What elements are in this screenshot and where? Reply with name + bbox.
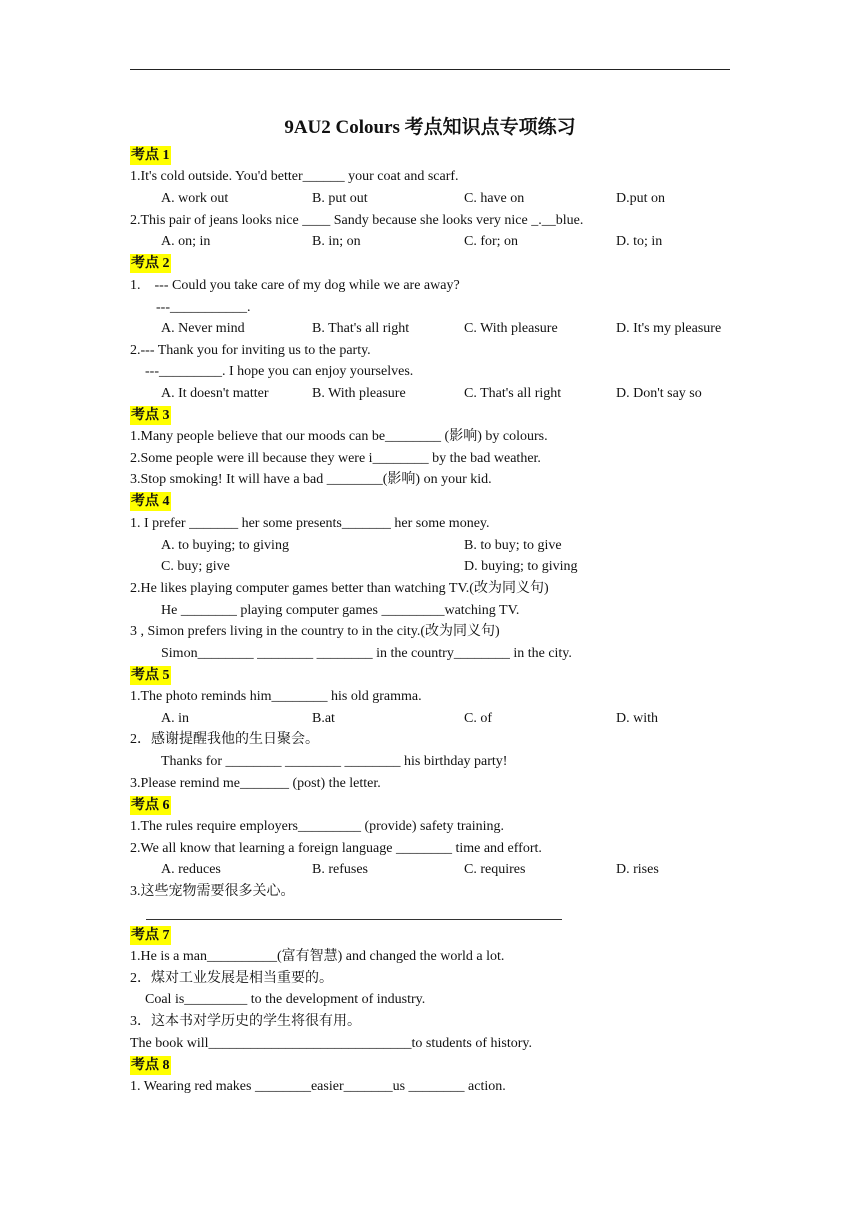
option: A. It doesn't matter	[161, 386, 269, 401]
option: C. buy; give	[161, 559, 230, 574]
option: C. of	[464, 711, 492, 726]
question-text: 2.--- Thank you for inviting us to the party.	[130, 343, 371, 358]
section-heading-1: 考点 1	[131, 148, 170, 163]
option: A. in	[161, 711, 189, 726]
question-text: 3.Stop smoking! It will have a bad ________(影响) on your kid.	[130, 472, 492, 487]
option: B. With pleasure	[312, 386, 406, 401]
section-heading-8: 考点 8	[131, 1058, 170, 1073]
option: D. It's my pleasure	[616, 321, 722, 336]
option: D. Don't say so	[616, 386, 702, 401]
option: A. on; in	[161, 234, 211, 249]
option: D. buying; to giving	[464, 559, 578, 574]
question-text: ---_________. I hope you can enjoy yourselves.	[145, 364, 414, 379]
option: B. to buy; to give	[464, 538, 562, 553]
question-text: Coal is_________ to the development of industry.	[145, 992, 426, 1007]
section-heading-7: 考点 7	[131, 928, 170, 943]
section-heading-6: 考点 6	[131, 798, 170, 813]
option: B. in; on	[312, 234, 361, 249]
option: C. That's all right	[464, 386, 562, 401]
question-text: 3 , Simon prefers living in the country to in the city.(改为同义句)	[130, 624, 500, 639]
question-text: 1. Wearing red makes ________easier_______us ________ action.	[130, 1079, 506, 1094]
option: D. with	[616, 711, 658, 726]
option: B. That's all right	[312, 321, 410, 336]
option: C. have on	[464, 191, 525, 206]
question-text: 1.It's cold outside. You'd better______ your coat and scarf.	[130, 169, 459, 184]
question-text: 3.Please remind me_______ (post) the letter.	[130, 776, 381, 791]
section-heading-4: 考点 4	[131, 494, 170, 509]
question-text: 3.这些宠物需要很多关心。	[130, 884, 295, 899]
option: A. Never mind	[161, 321, 245, 336]
option: A. work out	[161, 191, 229, 206]
question-text: 3．这本书对学历史的学生将很有用。	[130, 1014, 361, 1029]
question-text: 2．煤对工业发展是相当重要的。	[130, 971, 333, 986]
option: C. for; on	[464, 234, 519, 249]
question-text: 2.This pair of jeans looks nice ____ Sandy because she looks very nice _.__blue.	[130, 213, 584, 228]
question-text: 1.Many people believe that our moods can be________ (影响) by colours.	[130, 429, 548, 444]
question-text: ---___________.	[156, 300, 251, 315]
option: D.put on	[616, 191, 665, 206]
section-heading-3: 考点 3	[131, 408, 170, 423]
option: C. requires	[464, 862, 526, 877]
header-rule	[130, 69, 730, 70]
option: D. to; in	[616, 234, 663, 249]
question-text: He ________ playing computer games _________watching TV.	[161, 603, 520, 618]
question-text: The book will_____________________________to students of history.	[130, 1036, 532, 1051]
option: A. to buying; to giving	[161, 538, 289, 553]
question-text: 2.Some people were ill because they were i________ by the bad weather.	[130, 451, 541, 466]
question-text: 2.We all know that learning a foreign language ________ time and effort.	[130, 841, 542, 856]
option: C. With pleasure	[464, 321, 558, 336]
option: B.at	[312, 711, 335, 726]
option: D. rises	[616, 862, 659, 877]
question-text: 2.He likes playing computer games better than watching TV.(改为同义句)	[130, 581, 549, 596]
question-text: 1. I prefer _______ her some presents_______ her some money.	[130, 516, 490, 531]
question-text: 1.The rules require employers_________ (provide) safety training.	[130, 819, 505, 834]
answer-blank-line	[146, 919, 562, 920]
question-text: 1. --- Could you take care of my dog while we are away?	[130, 278, 460, 293]
question-text: Thanks for ________ ________ ________ his birthday party!	[161, 754, 508, 769]
option: B. refuses	[312, 862, 368, 877]
option: A. reduces	[161, 862, 221, 877]
question-text: 2．感谢提醒我他的生日聚会。	[130, 732, 319, 747]
question-text: Simon________ ________ ________ in the country________ in the city.	[161, 646, 572, 661]
page-title: 9AU2 Colours 考点知识点专项练习	[284, 117, 576, 138]
question-text: 1.He is a man__________(富有智慧) and changed the world a lot.	[130, 949, 505, 964]
question-text: 1.The photo reminds him________ his old gramma.	[130, 689, 422, 704]
option: B. put out	[312, 191, 368, 206]
section-heading-2: 考点 2	[131, 256, 170, 271]
section-heading-5: 考点 5	[131, 668, 170, 683]
